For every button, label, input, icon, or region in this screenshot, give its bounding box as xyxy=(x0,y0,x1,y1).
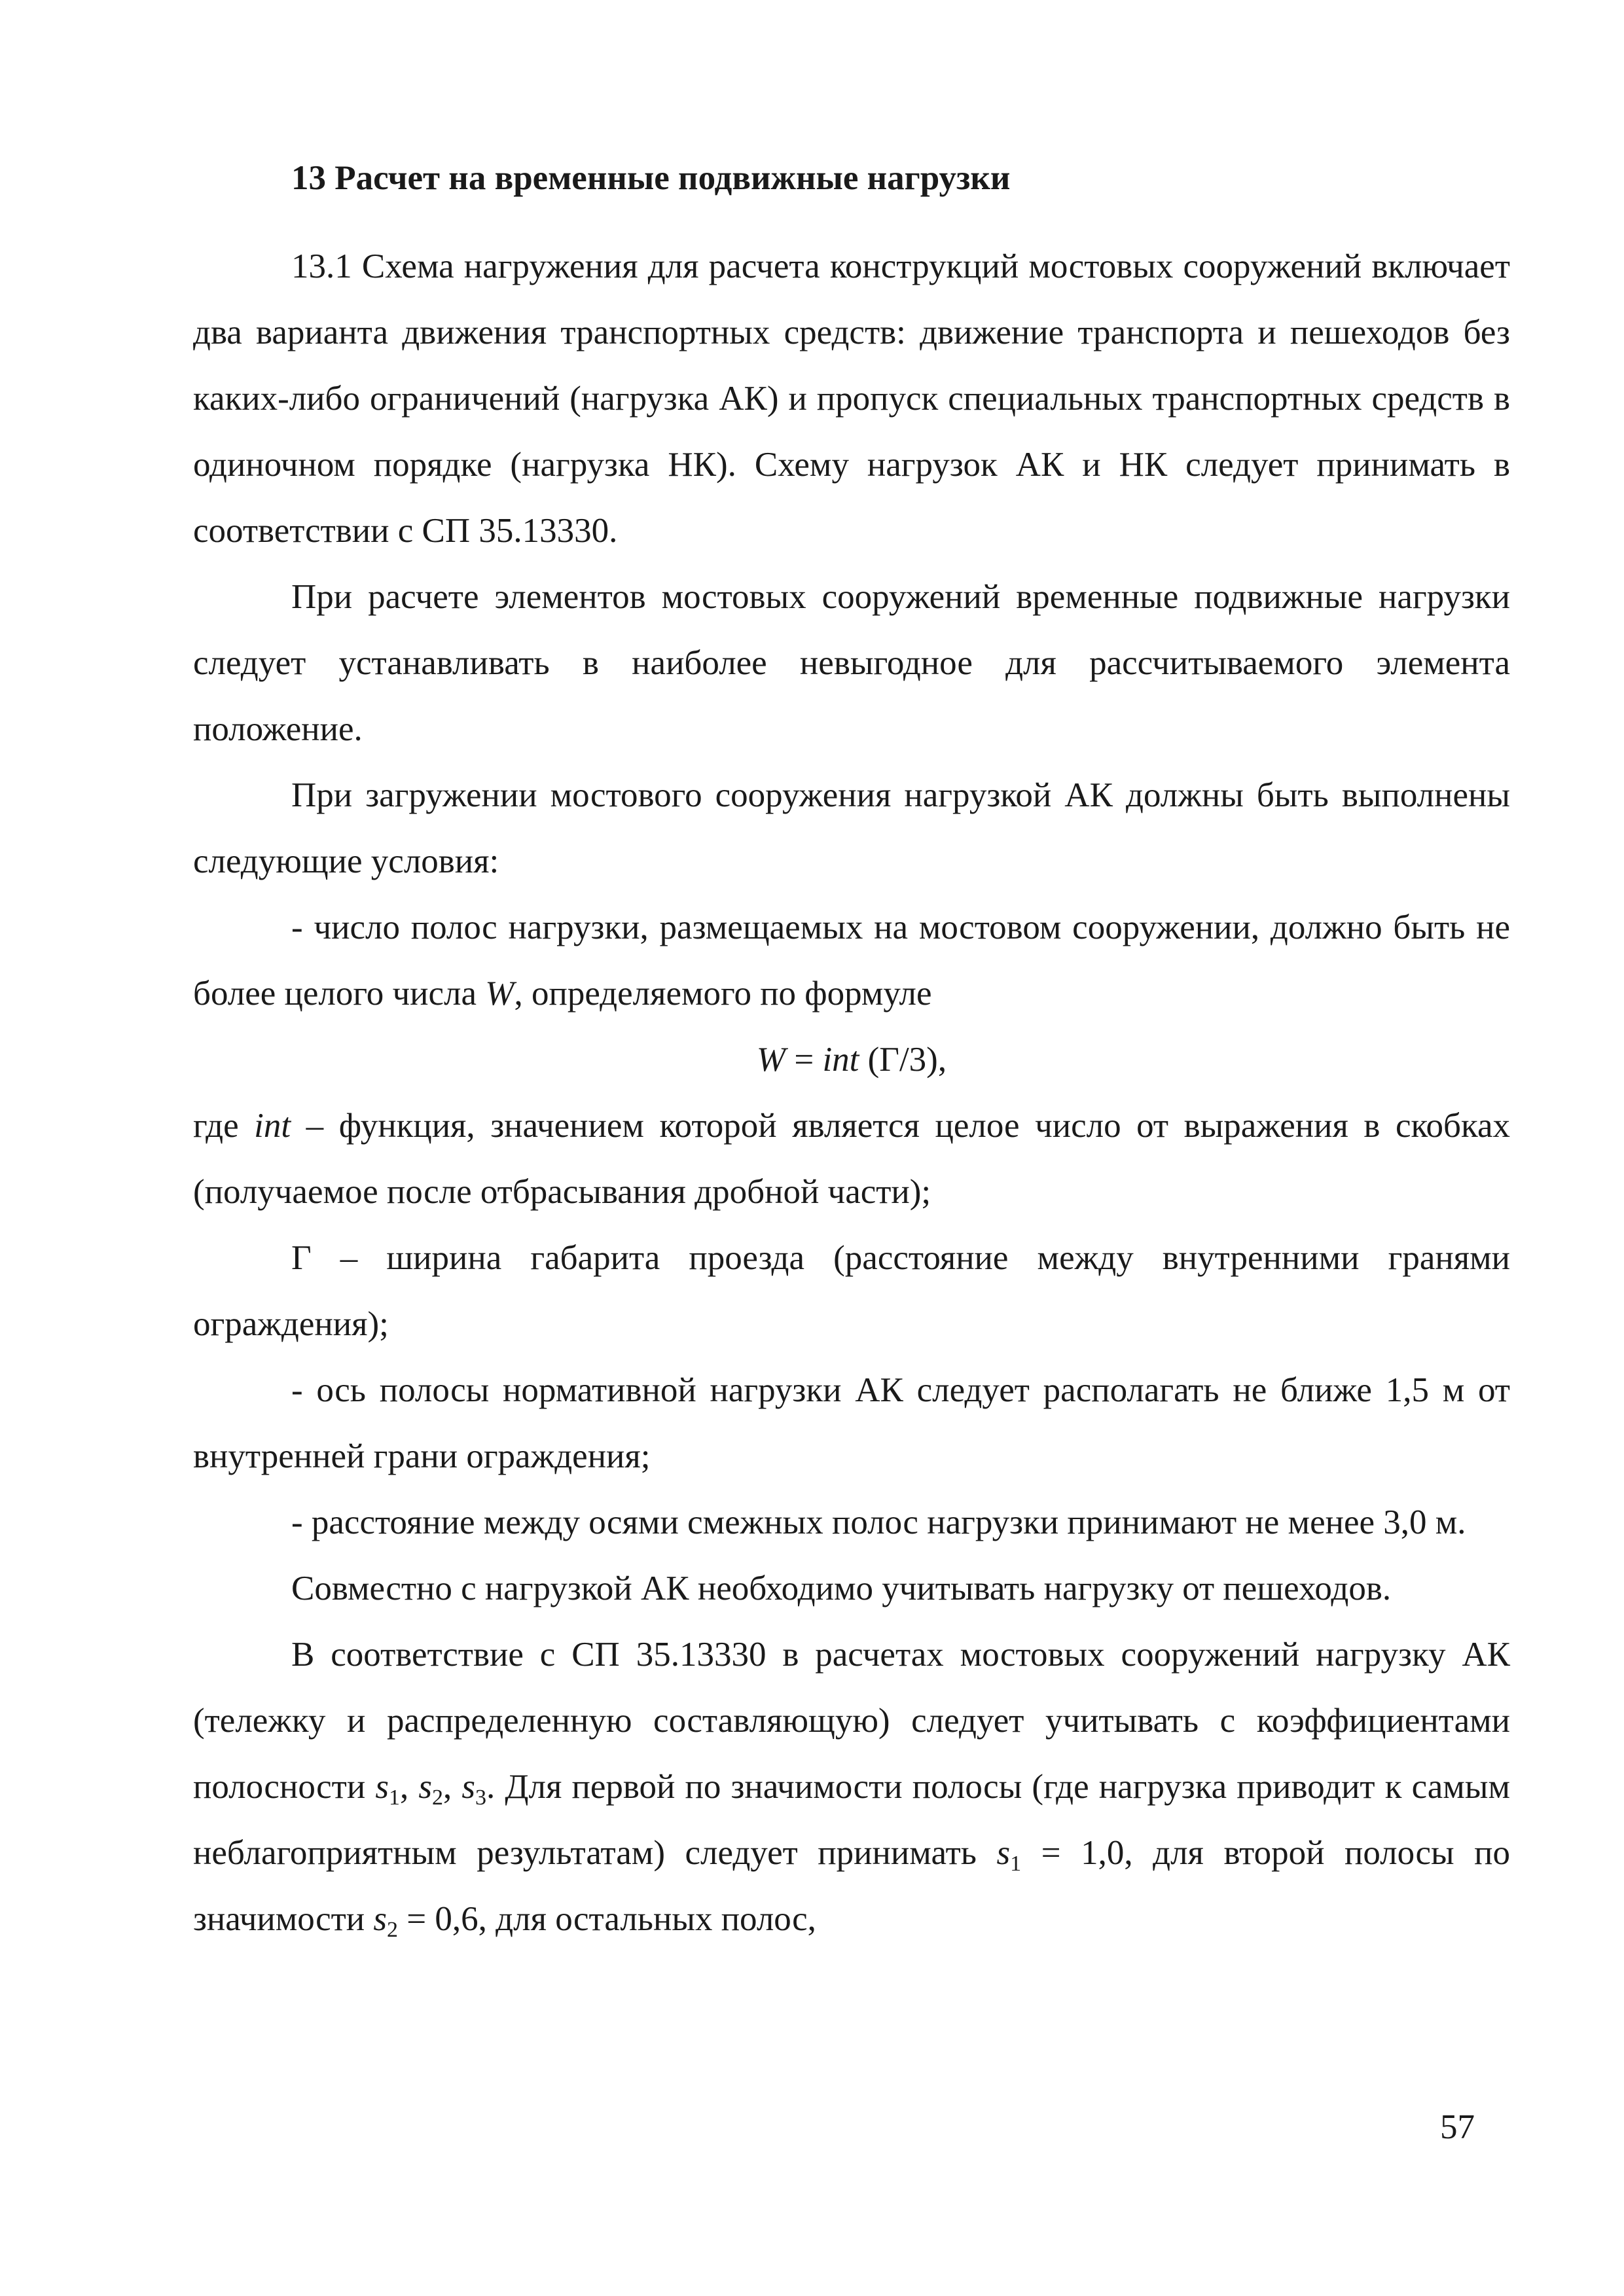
text-fragment: где xyxy=(193,1107,255,1145)
text-fragment: = 0,6, для остальных полос, xyxy=(398,1900,816,1938)
text-fragment: – функция, значением которой является целое число от выражения в скобках (получаемое после отбрасывания дробной части); xyxy=(193,1107,1510,1211)
paragraph-lane-spacing: - расстояние между осями смежных полос нагрузки принимают не менее 3,0 м. xyxy=(291,1503,1466,1541)
coef-s: s xyxy=(375,1768,389,1806)
paragraph-lanes-count xyxy=(193,895,1510,1027)
formula-eq: = xyxy=(785,1041,823,1079)
paragraph-loads-position: При расчете элементов мостовых сооружений временные подвижные нагрузки следует устанавливать в наиболее невыгодное для рассчитываемого элемента положение. xyxy=(193,578,1510,748)
formula-lhs: W xyxy=(756,1041,786,1079)
text-fragment: . Для первой по значимости полосы (где нагрузка приводит к самым неблагоприятным результатам) следует принимать xyxy=(193,1768,1510,1872)
text-fragment: , xyxy=(399,1768,419,1806)
paragraph-pedestrians: Совместно с нагрузкой АК необходимо учитывать нагрузку от пешеходов. xyxy=(291,1570,1392,1607)
formula-rest: (Г/3), xyxy=(859,1041,947,1079)
coef-index: 1 xyxy=(388,1785,400,1810)
variable-int: int xyxy=(254,1107,291,1145)
variable-w: W xyxy=(485,975,514,1013)
coef-s: s xyxy=(373,1900,388,1938)
formula-fn: int xyxy=(822,1041,859,1079)
paragraph-13-1: 13.1 Схема нагружения для расчета конструкций мостовых сооружений включает два варианта движения транспортных средств: движение транспорта и пешеходов без каких-либо ограничений (нагрузка АК) и пропуск специальных транспортных средств в одиночном порядке (нагрузка НК). Схему нагрузок АК и НК следует принимать в соответствии с СП 35.13330. xyxy=(193,247,1510,550)
text-fragment: = 1,0, для второй полосы по значимости xyxy=(193,1834,1510,1938)
paragraph-int-definition xyxy=(193,1093,1510,1225)
text-fragment: , xyxy=(442,1768,462,1806)
coef-s: s xyxy=(418,1768,432,1806)
coef-index: 3 xyxy=(475,1785,486,1810)
paragraph-gamma-definition: Г – ширина габарита проезда (расстояние между внутренними гранями ограждения); xyxy=(193,1239,1510,1343)
paragraph-ak-conditions: При загружении мостового сооружения нагрузкой АК должны быть выполнены следующие условия: xyxy=(193,776,1510,880)
text-fragment: , определяемого по формуле xyxy=(514,975,932,1013)
text-fragment: В соответствие с СП 35.13330 в расчетах мостовых сооружений нагрузку АК (тележку и распределенную составляющую) следует учитывать с коэффициентами полосности xyxy=(193,1636,1510,1806)
formula-w xyxy=(193,1027,1510,1093)
coef-index: 1 xyxy=(1010,1852,1022,1876)
text-fragment: - число полос нагрузки, размещаемых на мостовом сооружении, должно быть не более целого числа xyxy=(193,908,1510,1013)
section-heading: 13 Расчет на временные подвижные нагрузки xyxy=(291,159,1011,197)
coef-index: 2 xyxy=(387,1918,399,1942)
paragraph-lane-axis: - ось полосы нормативной нагрузки АК следует располагать не ближе 1,5 м от внутренней грани ограждения; xyxy=(193,1371,1510,1475)
coef-s: s xyxy=(461,1768,475,1806)
page-content xyxy=(193,145,1510,1952)
page-number: 57 xyxy=(1440,2108,1475,2146)
paragraph-lane-coefficients xyxy=(193,1622,1510,1952)
coef-s: s xyxy=(996,1834,1011,1872)
coef-index: 2 xyxy=(431,1785,443,1810)
